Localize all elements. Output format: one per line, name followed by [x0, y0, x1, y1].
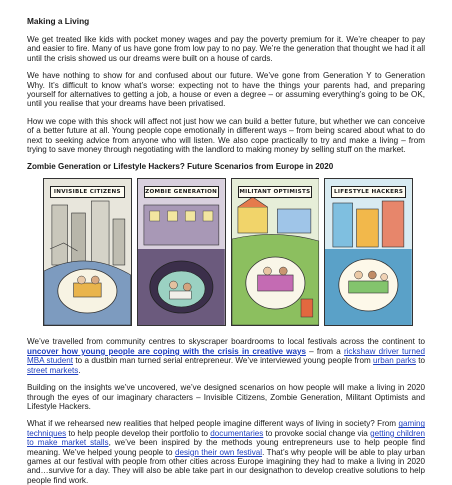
panel-title: INVISIBLE CITIZENS [50, 186, 125, 198]
text-run: to provoke social change via [263, 428, 371, 438]
panel-zombie-generation [137, 178, 226, 326]
panel-militant-optimists [231, 178, 320, 326]
link-gaming-techniques[interactable]: gaming techniques [27, 419, 425, 438]
text-run: What if we rehearsed new realities that helped people imagine different ways of living in society? From [27, 419, 399, 429]
paragraph-5: Building on the insights we’ve uncovered, we’ve designed scenarios on how people will make a living in 2020 through the eyes of our imaginary characters – Invisible Citizens, Zombie Generation, Militant Optimists and Lifestyle Hackers. [27, 383, 425, 411]
text-run: to a dustbin man turned serial entrepreneur. We’ve interviewed young people from [73, 356, 374, 366]
text-run: to help people develop their portfolio to [66, 428, 211, 438]
panel-title: ZOMBIE GENERATION [144, 186, 219, 198]
link-documentaries[interactable]: documentaries [210, 428, 264, 438]
article-heading: Making a Living [27, 16, 90, 26]
invisible-citizens-drawing [44, 179, 131, 325]
paragraph-2: We have nothing to show for and confused about our future. We’ve gone from Generation Y to Generation Why. It’s difficult to know what’s worse: expecting not to have the things your parents had, and preparing yourself for alternatives to getting a job, a house or even a degree – or assuming everything’s going to be OK, until you realise that your dreams have been privatised. [27, 71, 425, 109]
link-market-stalls[interactable]: getting children to make market stalls [27, 428, 425, 448]
text-run: to [415, 356, 426, 366]
panel-title: LIFESTYLE HACKERS [331, 186, 406, 198]
panel-title: MILITANT OPTIMISTS [238, 186, 313, 198]
panel-invisible-citizens [43, 178, 132, 326]
paragraph-3: How we cope with this shock will affect not just how we can build a better future, but whether we can conceive of a better future at all. Young people cope emotionally in different ways – from being scared about what to do next to seeking advice from anyone who will listen. We also cope practically to try and make a living – from trying to save money through negotiating with the landlord to making money by selling stuff on the market. [27, 116, 425, 155]
text-run: , we’ve been inspired by the methods young entrepreneurs use to help people find meaning. We’ve helped young people to [27, 438, 425, 457]
link-design-festival[interactable]: design their own festival [174, 447, 263, 457]
text-run: We’ve travelled from community centres to skyscraper boardrooms to local festivals across the continent to [27, 337, 425, 347]
panel-lifestyle-hackers [324, 178, 413, 326]
lifestyle-hackers-drawing [325, 179, 412, 325]
link-urban-parks[interactable]: urban parks [373, 356, 416, 366]
paragraph-6 [27, 419, 425, 485]
text-run: – from a [305, 346, 344, 356]
text-run: . [78, 365, 81, 375]
paragraph-4 [27, 337, 425, 375]
militant-optimists-drawing [232, 179, 319, 325]
link-street-markets[interactable]: street markets [27, 365, 79, 375]
scenario-illustrations [43, 178, 413, 326]
link-uncover-young-people[interactable]: uncover how young people are coping with the crisis in creative ways [27, 346, 306, 356]
paragraph-1: We get treated like kids with pocket money wages and pay the poverty premium for it. We’re cheaper to pay and easier to fire. Many of us have gone from low pay to no pay. We’re the generation that thought we had it all until the crisis showed us our dreams were built on a house of cards. [27, 35, 425, 63]
zombie-generation-drawing [138, 179, 225, 325]
scenarios-subheading: Zombie Generation or Lifestyle Hackers? Future Scenarios from Europe in 2020 [27, 162, 334, 172]
link-rickshaw-driver[interactable]: rickshaw driver turned MBA student [27, 346, 426, 366]
text-run: . That’s why people will be able to play urban games at our festival with people from other cities across Europe imagining they had to make a living in 2020 and…survive for a day. They will also be able take part in our designathon to develop creative solutions to help people find work. [27, 447, 425, 485]
